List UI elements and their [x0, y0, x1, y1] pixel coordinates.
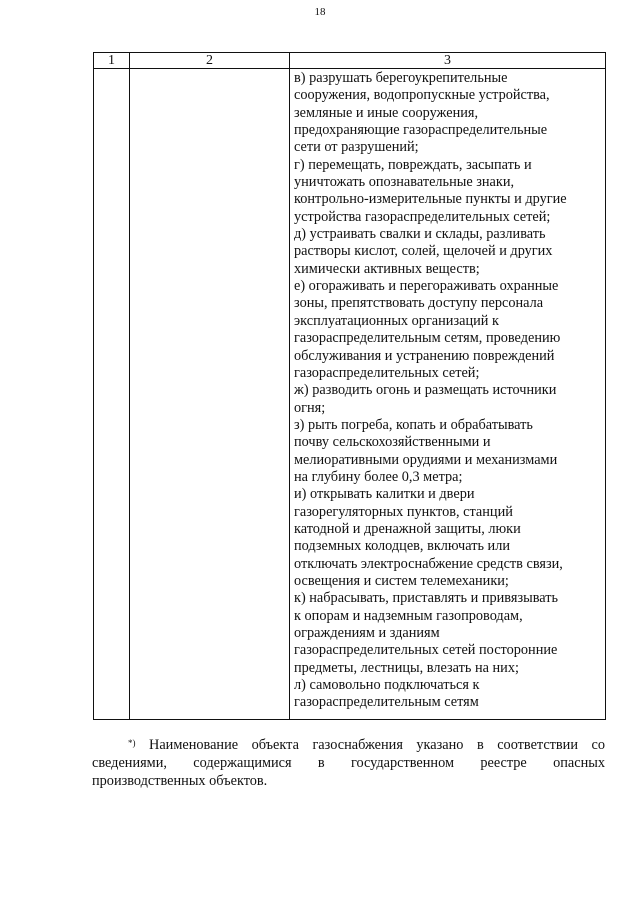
table-cell-col-3 — [290, 69, 606, 720]
table-cell-col-2 — [130, 69, 290, 720]
list-item: химически активных веществ; — [294, 260, 480, 277]
list-item: уничтожать опознавательные знаки, — [294, 174, 515, 191]
list-item: к опорам и надземным газопроводам, — [294, 607, 523, 624]
list-item: зоны, препятствовать доступу персонала — [294, 295, 544, 312]
list-item: освещения и систем телемеханики; — [294, 572, 509, 589]
footnote-marker: *) — [128, 738, 136, 748]
list-item: г) перемещать, повреждать, засыпать и — [294, 156, 532, 173]
list-item: сооружения, водопропускные устройства, — [294, 87, 550, 104]
list-item: отключать электроснабжение средств связи, — [294, 555, 563, 572]
list-item: газораспределительных сетей посторонние — [294, 642, 558, 659]
column-header-1: 1 — [94, 53, 130, 69]
list-item: газораспределительным сетям, проведению — [294, 330, 561, 347]
list-item: предметы, лестницы, влезать на них; — [294, 659, 519, 676]
column-header-3: 3 — [290, 53, 606, 69]
list-item: сети от разрушений; — [294, 139, 419, 156]
footnote — [92, 736, 605, 790]
list-item: подземных колодцев, включать или — [294, 538, 510, 555]
table-cell-col-1 — [94, 69, 130, 720]
prohibitions-list — [290, 69, 605, 712]
footnote-line-3: производственных объектов. — [92, 773, 268, 789]
list-item: и) открывать калитки и двери — [294, 486, 475, 503]
footnote-line-1 — [92, 736, 605, 754]
list-item: растворы кислот, солей, щелочей и других — [294, 243, 553, 260]
list-item: ж) разводить огонь и размещать источники — [294, 382, 557, 399]
list-item: обслуживания и устранению повреждений — [294, 347, 555, 364]
table-row — [94, 69, 606, 720]
list-item: мелиоративными орудиями и механизмами — [294, 451, 558, 468]
list-item: земляные и иные сооружения, — [294, 104, 479, 121]
list-item: устройства газораспределительных сетей; — [294, 208, 551, 225]
list-item: ограждениям и зданиям — [294, 625, 440, 641]
list-item: катодной и дренажной защиты, люки — [294, 520, 521, 537]
footnote-line-2: сведениями, содержащимися в государственном реестре опасных — [92, 755, 605, 771]
list-item: л) самовольно подключаться к — [294, 677, 480, 694]
footnote-text-1: Наименование объекта газоснабжения указано в соответствии со — [149, 737, 605, 753]
list-item: з) рыть погреба, копать и обрабатывать — [294, 416, 533, 433]
list-item: е) огораживать и перегораживать охранные — [294, 278, 559, 295]
list-item: в) разрушать берегоукрепительные — [294, 70, 508, 86]
list-item: газораспределительным сетям — [294, 694, 479, 711]
list-item: к) набрасывать, приставлять и привязывать — [294, 590, 559, 607]
list-item: д) устраивать свалки и склады, разливать — [294, 226, 546, 243]
list-item: газорегуляторных пунктов, станций — [294, 503, 513, 520]
table-header-row — [94, 53, 606, 69]
list-item: на глубину более 0,3 метра; — [294, 468, 463, 485]
list-item: газораспределительных сетей; — [294, 364, 480, 381]
requirements-table — [93, 52, 606, 720]
list-item: контрольно-измерительные пункты и другие — [294, 191, 567, 208]
list-item: почву сельскохозяйственными и — [294, 434, 491, 451]
column-header-2: 2 — [130, 53, 290, 69]
list-item: эксплуатационных организаций к — [294, 312, 499, 329]
list-item: огня; — [294, 399, 326, 416]
list-item: предохраняющие газораспределительные — [294, 122, 548, 139]
page-number: 18 — [314, 6, 326, 18]
